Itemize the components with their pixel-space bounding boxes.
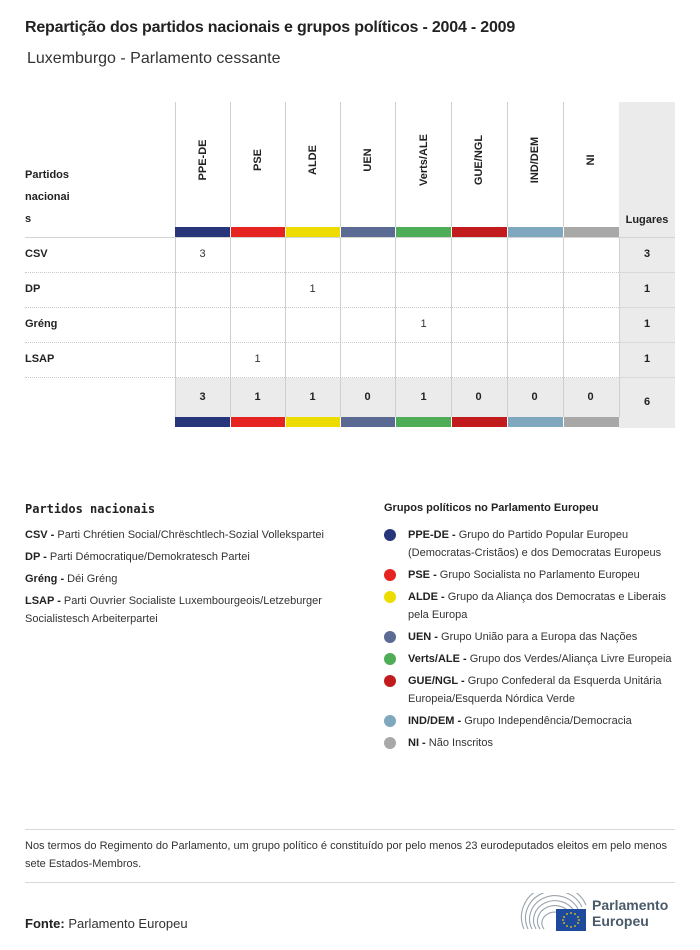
color-bar-uen	[341, 227, 395, 237]
legend-item-verts-ale: Verts/ALE - Grupo dos Verdes/Aliança Livre Europeia	[384, 650, 684, 668]
color-bar-bottom-ni	[564, 417, 619, 427]
col-header-verts-ale: Verts/ALE	[417, 134, 430, 186]
table-cell: 1	[309, 283, 316, 295]
seats-cell: 1	[643, 283, 651, 295]
color-bar-bottom-pse	[231, 417, 285, 427]
divider	[25, 882, 675, 883]
color-bar-ind-dem	[508, 227, 563, 237]
total-cell: 0	[364, 391, 371, 403]
table-cell: 1	[420, 318, 427, 330]
color-bar-alde	[286, 227, 340, 237]
national-parties-header: Partidos nacionai s	[25, 169, 70, 225]
grid-line	[507, 237, 508, 417]
color-bar-bottom-ind-dem	[508, 417, 563, 427]
grid-line	[340, 102, 341, 227]
legend-item-pse: PSE - Grupo Socialista no Parlamento Europeu	[384, 566, 684, 584]
national-parties-legend	[25, 526, 355, 632]
total-cell: 0	[475, 391, 482, 403]
color-dot-icon	[384, 653, 396, 665]
chart-title: Repartição dos partidos nacionais e grupos políticos - 2004 - 2009	[25, 19, 516, 36]
color-dot-icon	[384, 715, 396, 727]
seats-cell: 1	[643, 353, 651, 365]
chart-subtitle: Luxemburgo - Parlamento cessante	[27, 50, 281, 67]
political-groups-legend-title: Grupos políticos no Parlamento Europeu	[384, 502, 599, 514]
color-bar-pse	[231, 227, 285, 237]
col-header-gue-ngl: GUE/NGL	[472, 134, 485, 186]
color-bar-ni	[564, 227, 619, 237]
seats-column-background	[619, 102, 675, 428]
col-header-pse: PSE	[251, 148, 264, 172]
divider	[25, 829, 675, 830]
grid-line	[175, 237, 176, 417]
color-bar-bottom-alde	[286, 417, 340, 427]
seats-cell: 1	[643, 318, 651, 330]
legend-item-ind-dem: IND/DEM - Grupo Independência/Democracia	[384, 712, 684, 730]
legend-item-ni: NI - Não Inscritos	[384, 734, 684, 752]
color-dot-icon	[384, 569, 396, 581]
row-divider	[25, 377, 619, 378]
total-cell: 0	[587, 391, 594, 403]
grid-line	[175, 102, 176, 227]
national-parties-legend-title: Partidos nacionais	[25, 502, 156, 516]
total-seats: 6	[643, 396, 651, 408]
table-cell: 3	[199, 248, 206, 260]
total-cell: 1	[309, 391, 316, 403]
color-bar-bottom-ppe-de	[175, 417, 230, 427]
row-label-dp: DP	[25, 283, 41, 295]
total-cell: 1	[420, 391, 427, 403]
grid-line	[285, 237, 286, 417]
color-dot-icon	[384, 737, 396, 749]
row-divider	[25, 307, 619, 308]
seats-divider	[619, 272, 675, 273]
european-parliament-logo	[520, 893, 680, 933]
grid-line	[507, 102, 508, 227]
seat-distribution-table	[0, 0, 700, 440]
grid-line	[285, 102, 286, 227]
legend-item-dp: DP - Parti Démocratique/Demokratesch Partei	[25, 551, 250, 563]
header-divider	[25, 237, 675, 238]
legend-item-uen: UEN - Grupo União para a Europa das Nações	[384, 628, 684, 646]
legend-item-greng: Gréng - Déi Gréng	[25, 573, 118, 585]
row-label-greng: Gréng	[25, 318, 58, 330]
grid-line	[563, 102, 564, 227]
color-bar-ppe-de	[175, 227, 230, 237]
logo-text: Parlamento Europeu	[592, 897, 669, 929]
color-dot-icon	[384, 529, 396, 541]
total-cell: 1	[254, 391, 261, 403]
grid-line	[451, 237, 452, 417]
legend-item-ppe-de: PPE-DE - Grupo do Partido Popular Europeu (Democratas-Cristãos) e dos Democratas Europeus	[384, 526, 684, 562]
color-dot-icon	[384, 675, 396, 687]
color-bar-bottom-uen	[341, 417, 395, 427]
col-header-alde: ALDE	[306, 145, 319, 175]
row-divider	[25, 342, 619, 343]
seats-divider	[619, 307, 675, 308]
grid-line	[395, 102, 396, 227]
color-dot-icon	[384, 591, 396, 603]
footnote: Nos termos do Regimento do Parlamento, um grupo político é constituído por pelo menos 23 eurodeputados eleitos em pelo menos sete Estados-Membros.	[25, 840, 668, 870]
hemicycle-icon	[520, 893, 590, 933]
seats-cell: 3	[643, 248, 651, 260]
grid-line	[563, 237, 564, 417]
table-cell: 1	[254, 353, 261, 365]
color-bar-bottom-verts-ale	[396, 417, 451, 427]
source-line: Fonte: Parlamento Europeu	[25, 916, 188, 931]
legend-item-gue-ngl: GUE/NGL - Grupo Confederal da Esquerda Unitária Europeia/Esquerda Nórdica Verde	[384, 672, 684, 708]
color-bar-bottom-gue-ngl	[452, 417, 507, 427]
grid-line	[230, 102, 231, 227]
color-dot-icon	[384, 631, 396, 643]
col-header-ind-dem: IND/DEM	[528, 136, 541, 184]
total-cell: 3	[199, 391, 206, 403]
row-label-csv: CSV	[25, 248, 48, 260]
row-label-lsap: LSAP	[25, 353, 55, 365]
legend-item-csv: CSV - Parti Chrétien Social/Chrëschtlech-Sozial Vollekspartei	[25, 529, 324, 541]
row-divider	[25, 272, 619, 273]
color-bar-verts-ale	[396, 227, 451, 237]
seats-divider	[619, 377, 675, 378]
political-groups-legend	[384, 526, 684, 756]
col-header-uen: UEN	[361, 148, 374, 172]
grid-line	[340, 237, 341, 417]
col-header-ppe-de: PPE-DE	[196, 139, 209, 181]
seats-divider	[619, 342, 675, 343]
legend-item-lsap: LSAP - Parti Ouvrier Socialiste Luxembourgeois/Letzeburger Socialistesch Arbeiterpartei	[25, 595, 322, 625]
seats-header: Lugares	[625, 214, 669, 226]
grid-line	[230, 237, 231, 417]
legend-item-alde: ALDE - Grupo da Aliança dos Democratas e Liberais pela Europa	[384, 588, 684, 624]
total-cell: 0	[531, 391, 538, 403]
grid-line	[451, 102, 452, 227]
col-header-ni: NI	[584, 154, 597, 166]
color-bar-gue-ngl	[452, 227, 507, 237]
